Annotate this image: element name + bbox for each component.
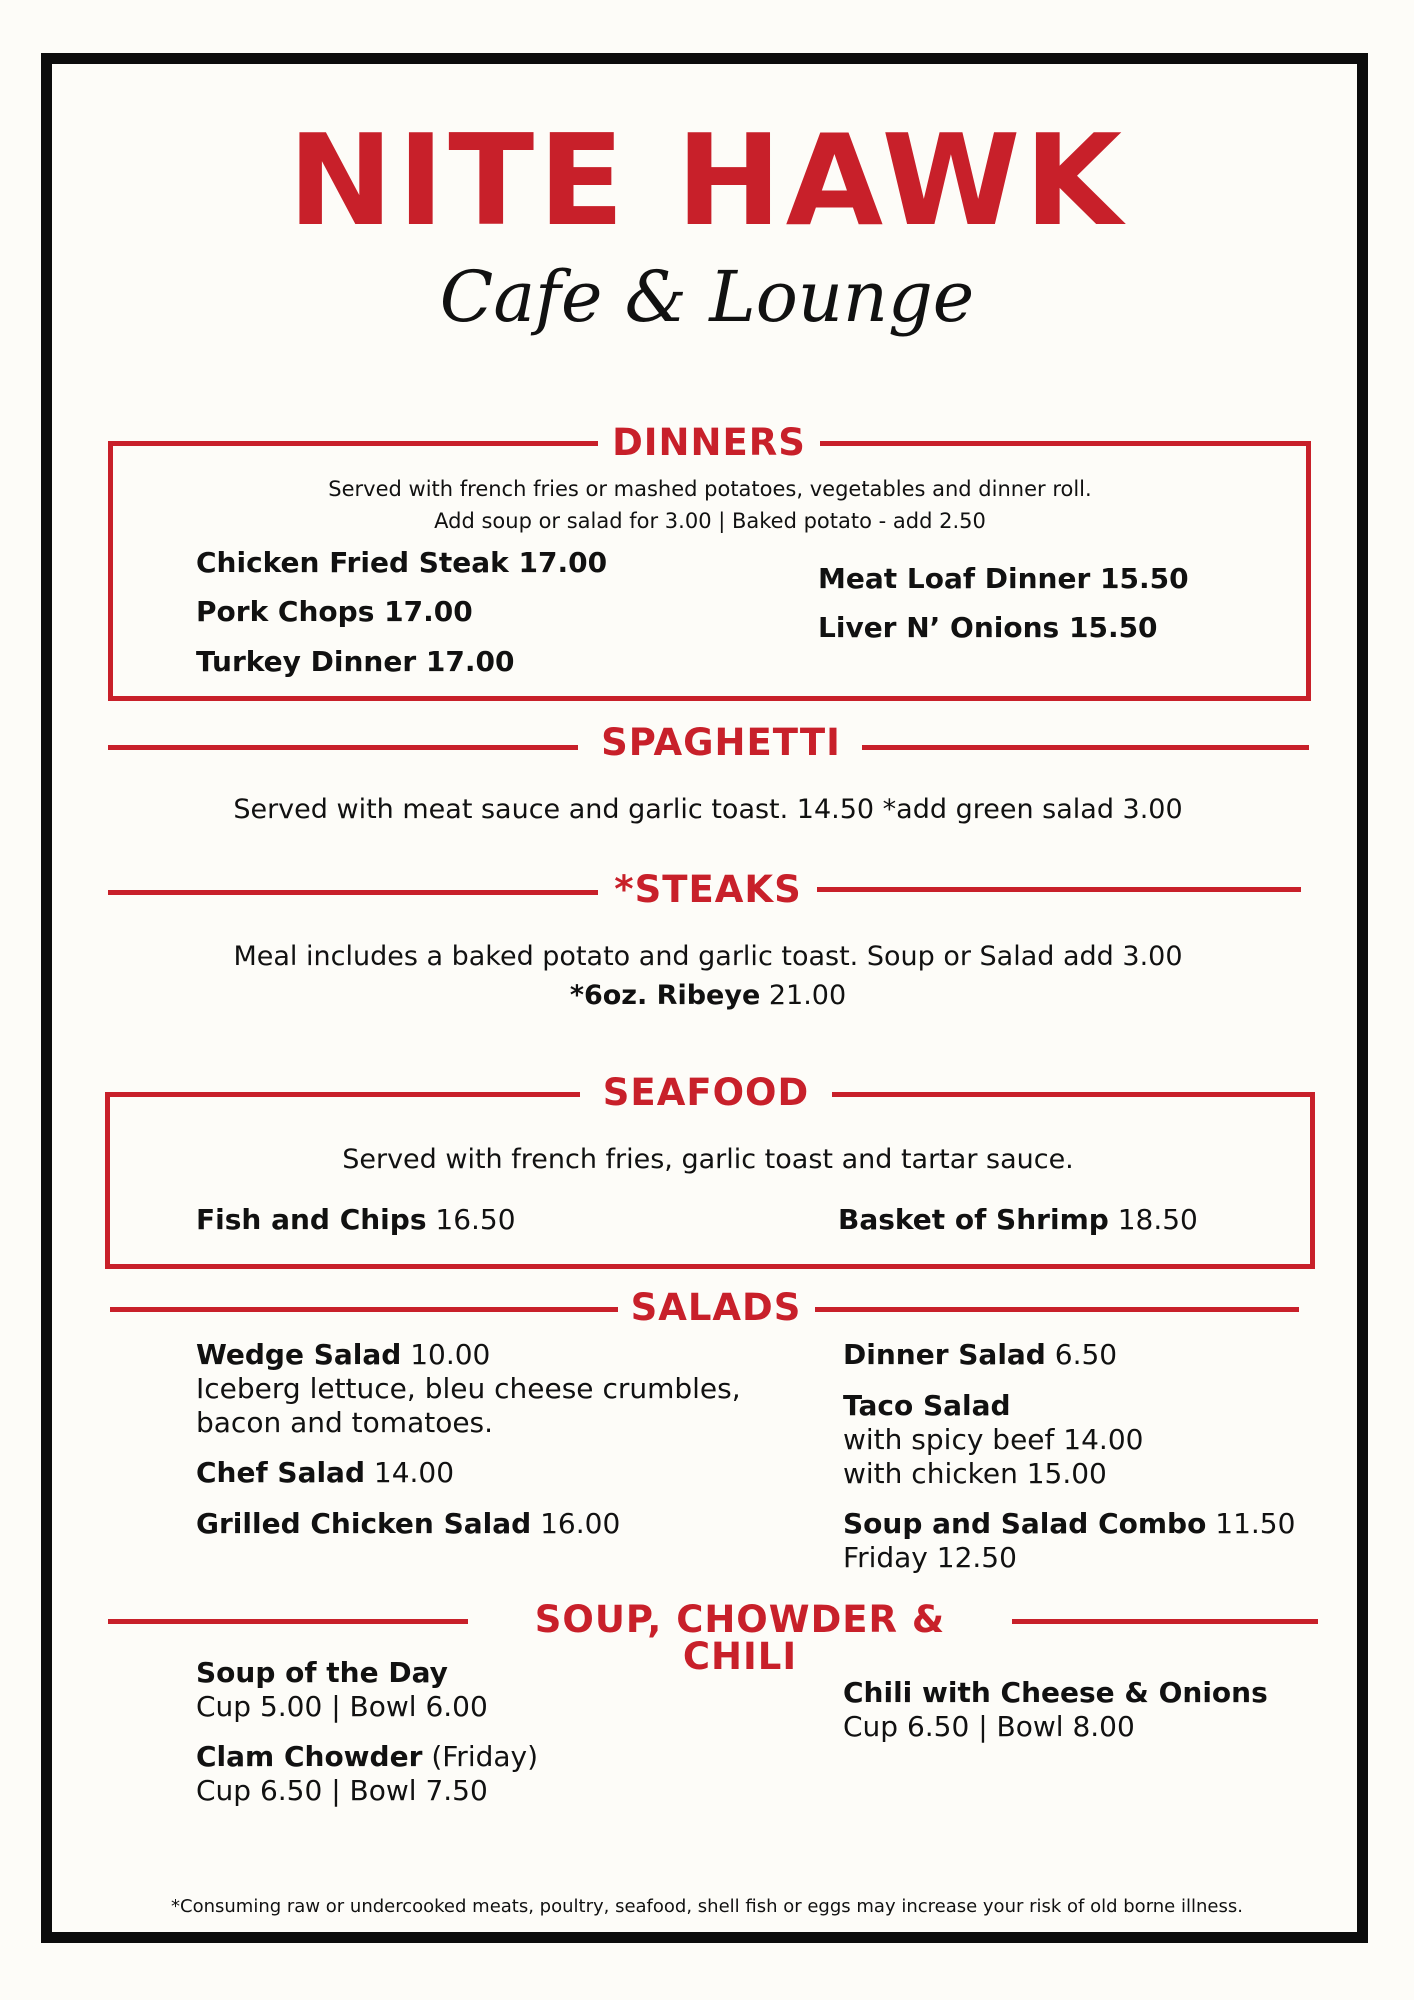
salads-rule-left xyxy=(110,1307,618,1312)
dinners-item: Turkey Dinner 17.00 xyxy=(196,645,515,678)
salad-taco: Taco Salad xyxy=(843,1389,1011,1422)
dinners-note-line1: Served with french fries or mashed potatoes, vegetables and dinner roll. xyxy=(328,477,1092,501)
spaghetti-heading: SPAGHETTI xyxy=(590,724,852,761)
salad-chef: Chef Salad 14.00 xyxy=(196,1456,455,1489)
salad-dinner: Dinner Salad 6.50 xyxy=(843,1338,1118,1371)
salad-taco-beef: with spicy beef 14.00 xyxy=(843,1423,1144,1456)
soup-of-the-day-prices: Cup 5.00 | Bowl 6.00 xyxy=(196,1690,488,1723)
footer-disclaimer: *Consuming raw or undercooked meats, poultry, seafood, shell fish or eggs may increase your risk of old borne illness. xyxy=(171,1896,1243,1917)
seafood-box xyxy=(105,1092,1315,1269)
salads-rule-right xyxy=(815,1307,1299,1312)
salad-grilled-chicken: Grilled Chicken Salad 16.00 xyxy=(196,1507,621,1540)
chili-prices: Cup 6.50 | Bowl 8.00 xyxy=(843,1710,1135,1743)
spaghetti-rule-right xyxy=(862,745,1309,750)
spaghetti-rule-left xyxy=(108,745,578,750)
steaks-rule-right xyxy=(817,887,1301,892)
salad-wedge: Wedge Salad 10.00 xyxy=(196,1338,491,1371)
steaks-item xyxy=(108,977,1308,1015)
dinners-heading: DINNERS xyxy=(598,424,820,461)
soup-of-the-day: Soup of the Day xyxy=(196,1656,448,1689)
dinners-item: Meat Loaf Dinner 15.50 xyxy=(818,562,1189,595)
seafood-item: Basket of Shrimp 18.50 xyxy=(838,1203,1198,1236)
restaurant-name: NITE HAWK xyxy=(287,107,1127,254)
clam-chowder-prices: Cup 6.50 | Bowl 7.50 xyxy=(196,1774,488,1807)
steaks-note: Meal includes a baked potato and garlic toast. Soup or Salad add 3.00 xyxy=(233,941,1183,972)
chili: Chili with Cheese & Onions xyxy=(843,1676,1268,1709)
salad-wedge-desc1: Iceberg lettuce, bleu cheese crumbles, xyxy=(196,1372,741,1405)
steaks-rule-left xyxy=(108,890,598,895)
salad-wedge-desc2: bacon and tomatoes. xyxy=(196,1406,494,1439)
restaurant-subtitle: Cafe & Lounge xyxy=(439,256,975,338)
salad-combo: Soup and Salad Combo 11.50 xyxy=(843,1507,1296,1540)
dinners-note-line2: Add soup or salad for 3.00 | Baked potato - add 2.50 xyxy=(434,509,986,533)
seafood-item: Fish and Chips 16.50 xyxy=(196,1203,516,1236)
steaks-heading: *STEAKS xyxy=(608,871,808,908)
salad-taco-chicken: with chicken 15.00 xyxy=(843,1457,1107,1490)
salad-combo-friday: Friday 12.50 xyxy=(843,1541,1017,1574)
soup-rule-right xyxy=(1012,1619,1318,1624)
soup-heading: SOUP, CHOWDER & CHILI xyxy=(472,1601,1008,1675)
steaks-item-name: *6oz. Ribeye xyxy=(569,980,761,1011)
clam-chowder: Clam Chowder (Friday) xyxy=(196,1740,539,1773)
seafood-note: Served with french fries, garlic toast and tartar sauce. xyxy=(342,1144,1074,1175)
dinners-item: Liver N’ Onions 15.50 xyxy=(818,611,1158,644)
spaghetti-note: Served with meat sauce and garlic toast. 14.50 *add green salad 3.00 xyxy=(233,794,1183,825)
seafood-heading: SEAFOOD xyxy=(580,1074,832,1111)
steaks-item-price: 21.00 xyxy=(768,980,847,1011)
dinners-item: Chicken Fried Steak 17.00 xyxy=(196,546,608,579)
dinners-item: Pork Chops 17.00 xyxy=(196,595,473,628)
salads-heading: SALADS xyxy=(626,1289,806,1326)
soup-rule-left xyxy=(108,1619,468,1624)
